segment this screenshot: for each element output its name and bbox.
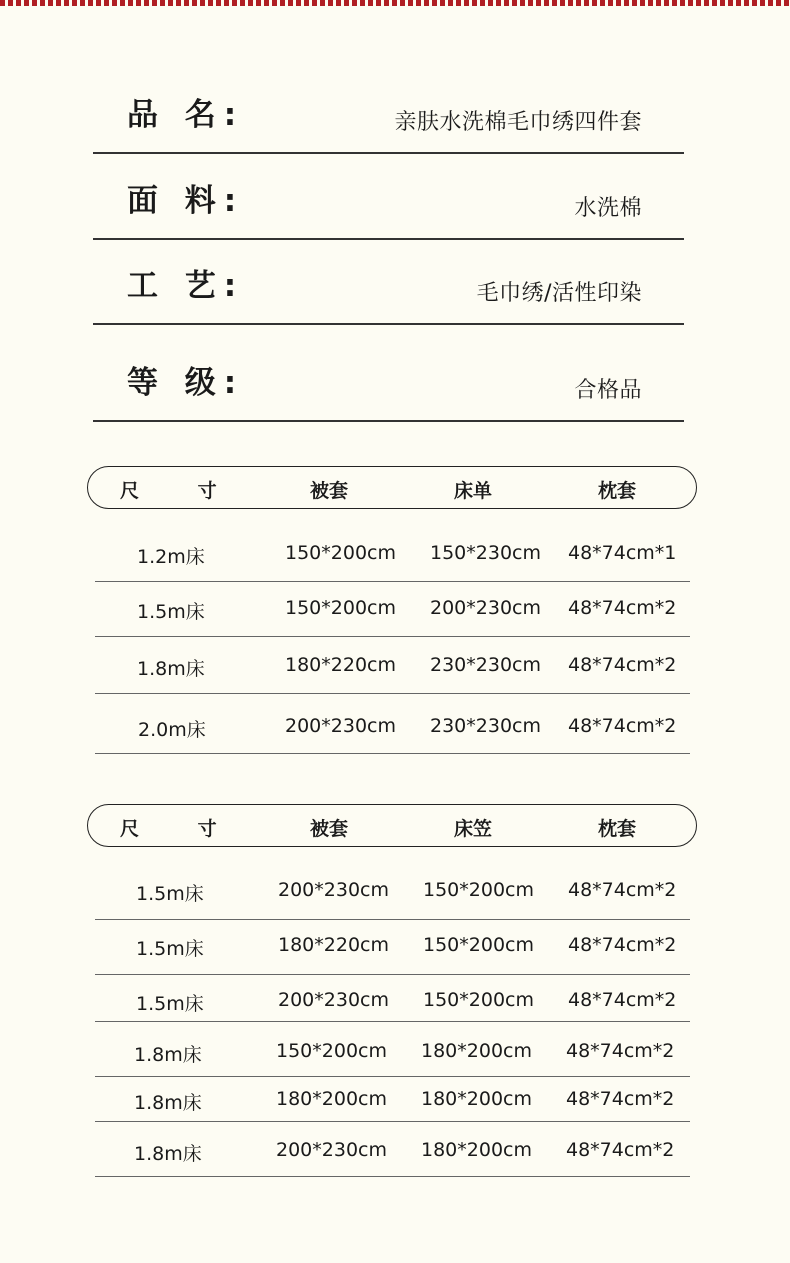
cell-duvet: 200*230cm: [278, 879, 389, 901]
cell-size: 1.5m床: [136, 993, 204, 1015]
cell-pillow: 48*74cm*2: [568, 597, 677, 619]
cell-duvet: 150*200cm: [285, 597, 396, 619]
info-row-fabric: [93, 152, 684, 240]
cell-pillow: 48*74cm*2: [568, 715, 677, 737]
table-row: [95, 695, 690, 754]
cell-size: 1.8m床: [134, 1044, 202, 1066]
cell-size: 1.8m床: [134, 1143, 202, 1165]
info-row-craft: [93, 237, 684, 325]
table-row: [95, 1023, 690, 1077]
cell-size: 1.8m床: [137, 658, 205, 680]
table1-header: [87, 466, 697, 509]
header-pillowcase: 枕套: [598, 480, 637, 502]
cell-fitted-sheet: 180*200cm: [421, 1088, 532, 1110]
info-row-product-name: [93, 66, 684, 154]
header-duvet-cover: 被套: [310, 818, 349, 840]
cell-size: 1.2m床: [137, 546, 205, 568]
cell-size: 1.5m床: [136, 938, 204, 960]
cell-duvet: 200*230cm: [278, 989, 389, 1011]
cell-sheet: 200*230cm: [430, 597, 541, 619]
header-duvet-cover: 被套: [310, 480, 349, 502]
header-size: 尺 寸: [120, 480, 243, 502]
cell-duvet: 180*220cm: [285, 654, 396, 676]
header-bed-sheet: 床单: [454, 480, 493, 502]
table-row: [95, 583, 690, 637]
cell-duvet: 200*230cm: [276, 1139, 387, 1161]
table-row: [95, 921, 690, 975]
cell-duvet: 150*200cm: [285, 542, 396, 564]
info-label: 工 艺:: [127, 268, 245, 304]
cell-duvet: 150*200cm: [276, 1040, 387, 1062]
cell-pillow: 48*74cm*2: [566, 1040, 675, 1062]
info-value: 毛巾绣/活性印染: [476, 281, 642, 306]
table-row: [95, 864, 690, 920]
cell-pillow: 48*74cm*2: [568, 654, 677, 676]
info-label: 等 级:: [127, 365, 245, 401]
cell-size: 1.5m床: [137, 601, 205, 623]
cell-pillow: 48*74cm*2: [568, 879, 677, 901]
header-pillowcase: 枕套: [598, 818, 637, 840]
table-row: [95, 1123, 690, 1177]
table-row: [95, 638, 690, 694]
header-fitted-sheet: 床笠: [454, 818, 493, 840]
cell-pillow: 48*74cm*2: [566, 1139, 675, 1161]
cell-duvet: 180*200cm: [276, 1088, 387, 1110]
info-value: 亲肤水洗棉毛巾绣四件套: [394, 110, 642, 135]
header-size: 尺 寸: [120, 818, 243, 840]
info-label: 品 名:: [127, 97, 245, 133]
cell-pillow: 48*74cm*2: [568, 989, 677, 1011]
cell-fitted-sheet: 180*200cm: [421, 1040, 532, 1062]
cell-fitted-sheet: 150*200cm: [423, 934, 534, 956]
cell-size: 1.8m床: [134, 1092, 202, 1114]
cell-fitted-sheet: 150*200cm: [423, 989, 534, 1011]
cell-pillow: 48*74cm*1: [568, 542, 677, 564]
cell-sheet: 230*230cm: [430, 654, 541, 676]
table-row: [95, 1078, 690, 1122]
info-label: 面 料:: [127, 183, 245, 219]
table2-header: [87, 804, 697, 847]
cell-pillow: 48*74cm*2: [566, 1088, 675, 1110]
cell-sheet: 150*230cm: [430, 542, 541, 564]
cell-fitted-sheet: 180*200cm: [421, 1139, 532, 1161]
table-row: [95, 976, 690, 1022]
cell-duvet: 180*220cm: [278, 934, 389, 956]
cell-size: 2.0m床: [138, 719, 206, 741]
cell-size: 1.5m床: [136, 883, 204, 905]
info-row-grade: [93, 322, 684, 422]
decorative-top-border: [0, 0, 790, 6]
cell-duvet: 200*230cm: [285, 715, 396, 737]
table-row: [95, 526, 690, 582]
cell-pillow: 48*74cm*2: [568, 934, 677, 956]
info-value: 水洗棉: [574, 196, 642, 221]
info-value: 合格品: [574, 378, 642, 403]
cell-fitted-sheet: 150*200cm: [423, 879, 534, 901]
cell-sheet: 230*230cm: [430, 715, 541, 737]
